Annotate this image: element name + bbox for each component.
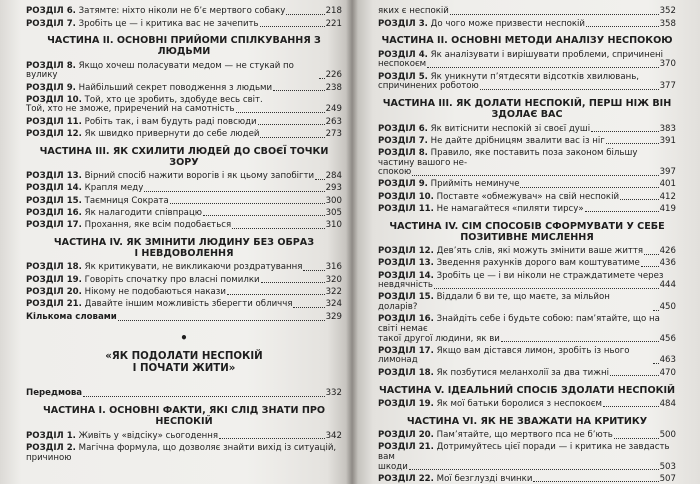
chapter-title: Як уникнути п’ятдесяти відсотків хвилювань, [430,71,640,82]
page-number: 397 [659,167,676,178]
page-number: 249 [325,104,342,115]
chapter-title: Магічна формула, що дозволяє знайти вихід із ситуацій, причиною [26,442,337,463]
left-top-entries [26,6,342,30]
page-number: 218 [325,6,342,17]
chapter-label: РОЗДІЛ 18. [378,367,434,378]
chapter-label: РОЗДІЛ 14. [378,270,434,281]
chapter-title: Говоріть спочатку про власні помилки [84,274,260,285]
chapter-label: РОЗДІЛ 16. [378,314,434,325]
part-heading: ЧАСТИНА ІІ. ОСНОВНІ МЕТОДИ АНАЛІЗУ НЕСПОКОЮ [381,35,673,47]
chapter-label: РОЗДІЛ 6. [26,6,76,17]
chapter-title: Дотримуйтесь цієї поради — і критика не завдасть вам [378,442,670,462]
toc-entry [26,312,342,324]
part-heading [26,237,342,259]
page-number: 293 [325,183,342,194]
chapter-label: РОЗДІЛ 9. [26,82,76,93]
chapter-title: Як позбутися меланхолії за два тижні [436,367,610,378]
chapter-title-continued: неспокоєм [378,59,427,70]
page-number: 401 [659,179,676,190]
page-number: 383 [659,123,676,134]
chapter-title: Кількома словами [26,312,117,323]
chapter-label: РОЗДІЛ 17. [378,345,434,356]
page-number: 456 [659,333,676,344]
part-heading-line: ЧАСТИНА IV. СІМ СПОСОБІВ СФОРМУВАТИ У СЕБЕ [389,220,665,232]
chapter-label: РОЗДІЛ 17. [26,220,82,231]
chapter-title: Як налагодити співпрацю [84,207,203,218]
toc-entry [26,430,342,442]
chapter-title: Живіть у «відсіку» сьогодення [78,430,219,441]
toc-entry [26,18,342,30]
chapter-label: РОЗДІЛ 9. [378,179,428,190]
page-number: 226 [325,70,342,81]
page-number: 503 [659,461,676,472]
part-heading-line: І НЕВДОВОЛЕННЯ [134,248,234,260]
page-number: 305 [325,207,342,218]
chapter-title: Найбільший секрет поводження з людьми [78,82,273,93]
chapter-label: РОЗДІЛ 8. [26,60,76,71]
chapter-label: РОЗДІЛ 21. [378,442,434,453]
toc-entry [26,183,342,195]
part-heading [378,221,676,243]
chapter-title: Таємниця Сократа [84,195,169,206]
chapter-label: РОЗДІЛ 3. [378,18,428,29]
toc-entry [26,61,342,83]
chapter-title: Зведення рахунків дорого вам коштуватиме [436,258,640,269]
chapter-label: РОЗДІЛ 19. [26,274,82,285]
toc-entry [26,299,342,311]
toc-entry [378,473,676,484]
part-heading-line: ПОЗИТИВНЕ МИСЛЕННЯ [460,231,594,243]
chapter-label: РОЗДІЛ 1. [26,430,76,441]
toc-entry [26,287,342,299]
toc-entry [378,399,676,411]
toc-entry [378,135,676,147]
page-number: 450 [659,302,676,313]
part-heading: ЧАСТИНА І. ОСНОВНІ ФАКТИ, ЯКІ СЛІД ЗНАТИ ПРО НЕСПОКІЙ [42,405,326,428]
chapter-label: РОЗДІЛ 6. [378,123,428,134]
chapter-title: Не намагайтеся «пиляти тирсу» [436,203,584,214]
chapter-title: Мої безглузді вчинки [436,473,533,484]
toc-entry [26,274,342,286]
chapter-title: Пам’ятайте, що мертвого пса не б’ють [436,430,613,441]
toc-entry [378,270,676,292]
page-number: 324 [325,299,342,310]
chapter-label: РОЗДІЛ 18. [26,262,82,273]
chapter-title: Робіть так, і вам будуть раді повсюди [84,116,257,127]
page-number: 463 [659,355,676,366]
toc-entry [26,443,342,465]
toc-entry [26,82,342,94]
chapter-label: РОЗДІЛ 19. [378,398,434,409]
part-heading: ЧАСТИНА ІІ. ОСНОВНІ ПРИЙОМИ СПІЛКУВАННЯ З ЛЮДЬМИ [47,35,321,58]
chapter-title-continued: Той, хто не зможе, приречений на самотність [26,104,235,115]
chapter-label: РОЗДІЛ 7. [26,18,76,29]
chapter-title-continued: спокою [378,167,412,178]
chapter-title: Вірний спосіб нажити ворогів і як цьому запобігти [84,171,315,182]
toc-entry [26,262,342,274]
chapter-label: РОЗДІЛ 11. [26,116,82,127]
part-heading-line: ЧАСТИНА IV. ЯК ЗМІНИТИ ЛЮДИНУ БЕЗ ОБРАЗ [53,237,315,248]
part-heading: ЧАСТИНА V. ІДЕАЛЬНИЙ СПОСІБ ЗДОЛАТИ НЕСПОКІЙ [378,384,676,396]
chapter-label: РОЗДІЛ 14. [26,183,82,194]
toc-entry [378,292,676,314]
chapter-label: РОЗДІЛ 8. [378,147,428,158]
page-number: 332 [325,388,342,399]
chapter-title: Передмова [26,388,83,399]
book-title-line: І ПОЧАТИ ЖИТИ» [132,363,236,375]
chapter-title: Як критикувати, не викликаючи роздратування [84,262,303,273]
page-number: 377 [659,81,676,92]
part-heading: ЧАСТИНА ІІІ. ЯК СХИЛИТИ ЛЮДЕЙ ДО СВОЄЇ ТОЧКИ ЗОРУ [39,145,329,168]
toc-entry [26,220,342,232]
toc-entry [26,208,342,220]
toc-entry [378,442,676,473]
page-number: 419 [659,203,676,214]
chapter-title: Як мої батьки боролися з неспокоєм [436,398,602,409]
page-number: 500 [659,430,676,441]
page-number: 238 [325,82,342,93]
page-number: 370 [659,59,676,70]
chapter-title: Не дайте дрібницям звалити вас із ніг [430,135,605,146]
chapter-label: РОЗДІЛ 20. [378,430,434,441]
chapter-title: Віддали б ви те, що маєте, за мільйон доларів? [378,292,610,313]
chapter-label: РОЗДІЛ 21. [26,299,82,310]
page-number: 470 [659,367,676,378]
chapter-label: РОЗДІЛ 12. [26,128,82,139]
chapter-title: Знайдіть себе і будьте собою: пам’ятайте, що на світі немає [378,314,660,334]
chapter-title: Прохання, яке всім подобається [84,220,232,231]
toc-entry [378,191,676,203]
toc-entry [378,179,676,191]
page-number: 320 [325,274,342,285]
toc-entry [378,246,676,258]
chapter-title: Затямте: ніхто ніколи не б’є мертвого собаку [78,6,286,17]
chapter-title-continued: невдячність [378,280,433,291]
chapter-title: До чого може призвести неспокій [430,18,586,29]
chapter-label: РОЗДІЛ 16. [26,207,82,218]
page-number: 342 [325,430,342,441]
toc-entry [26,95,342,117]
book-gutter [346,0,358,484]
chapter-title: Той, хто це зробить, здобуде весь світ. [84,94,263,105]
toc-entry [378,18,676,30]
toc-entry [378,367,676,379]
section-bullet: • [180,331,188,346]
page-number: 273 [325,128,342,139]
page-number: 507 [659,473,676,484]
chapter-title: Дев’ять слів, які можуть змінити ваше життя [436,246,644,257]
chapter-title: Давайте іншим можливість зберегти обличчя [84,299,293,310]
chapter-title: Поставте «обмежувач» на свій неспокій [436,191,620,202]
page-number: 358 [659,18,676,29]
chapter-label: РОЗДІЛ 15. [378,292,434,303]
toc-entry [26,6,342,18]
chapter-title: Як швидко привернути до себе людей [84,128,260,139]
chapter-title: Якщо вам дістався лимон, зробіть із нього лимонад [378,345,630,366]
page-number: 484 [659,398,676,409]
page-number: 300 [325,195,342,206]
chapter-label: РОЗДІЛ 7. [378,135,428,146]
page-number: 426 [659,246,676,257]
chapter-title: Прийміть неминуче [430,179,520,190]
chapter-title: Як витіснити неспокій зі своєї душі [430,123,591,134]
page-number: 329 [325,312,342,323]
toc-entry [26,116,342,128]
chapter-title-continued: спричинених роботою [378,81,479,92]
chapter-label: РОЗДІЛ 2. [26,442,76,453]
toc-entry [378,258,676,270]
chapter-label: РОЗДІЛ 20. [26,286,82,297]
page-number: 412 [659,191,676,202]
toc-entry [378,148,676,179]
toc-entry [378,71,676,93]
right-page [352,0,700,484]
chapter-label: РОЗДІЛ 5. [378,71,428,82]
chapter-label: РОЗДІЛ 10. [26,94,82,105]
toc-entry [378,345,676,367]
toc-entry [26,129,342,141]
page-number: 444 [659,280,676,291]
page-number: 391 [659,135,676,146]
page-number: 310 [325,220,342,231]
chapter-title: Правило, яке поставить поза законом більшу частину вашого не- [378,147,638,168]
toc-entry [26,388,342,400]
chapter-title: Нікому не подобаються накази [84,286,226,297]
page-number: 436 [659,258,676,269]
chapter-title: Крапля меду [84,183,144,194]
page-number: 322 [325,286,342,297]
chapter-title: Як аналізувати і вирішувати проблеми, спричинені [430,49,664,60]
toc-entry [378,430,676,442]
toc-entry [378,314,676,345]
chapter-label: РОЗДІЛ 4. [378,49,428,60]
chapter-title-continued: такої другої людини, як ви [378,333,500,344]
toc-entry [378,6,676,18]
part-heading: ЧАСТИНА ІІІ. ЯК ДОЛАТИ НЕСПОКІЙ, ПЕРШ НІЖ ВІН ЗДОЛАЄ ВАС [382,98,672,121]
chapter-label: РОЗДІЛ 22. [378,473,434,484]
toc-entry [378,204,676,216]
page-number: 316 [325,262,342,273]
chapter-title-continued: яких є неспокій [378,6,449,17]
page-number: 221 [325,18,342,29]
chapter-label: РОЗДІЛ 11. [378,203,434,214]
chapter-label: РОЗДІЛ 13. [378,258,434,269]
page-number: 284 [325,171,342,182]
page-number: 263 [325,116,342,127]
chapter-label: РОЗДІЛ 12. [378,246,434,257]
part-heading: ЧАСТИНА VI. ЯК НЕ ЗВАЖАТИ НА КРИТИКУ [406,415,648,427]
chapter-label: РОЗДІЛ 13. [26,171,82,182]
book-title [26,351,342,377]
page-number: 352 [659,6,676,17]
chapter-title-continued: шкоди [378,461,408,472]
toc-entry [26,195,342,207]
toc-entry [378,123,676,135]
toc-entry [26,171,342,183]
chapter-title: Зробіть це — і критика вас не зачепить [78,18,259,29]
chapter-label: РОЗДІЛ 10. [378,191,434,202]
toc-entry [378,49,676,71]
chapter-title: Зробіть це — і ви ніколи не страждатимете через [436,270,664,281]
chapter-title: Якщо хочеш поласувати медом — не стукай по вулику [26,60,294,81]
book-title-line: «ЯК ПОДОЛАТИ НЕСПОКІЙ [105,350,263,362]
chapter-label: РОЗДІЛ 15. [26,195,82,206]
